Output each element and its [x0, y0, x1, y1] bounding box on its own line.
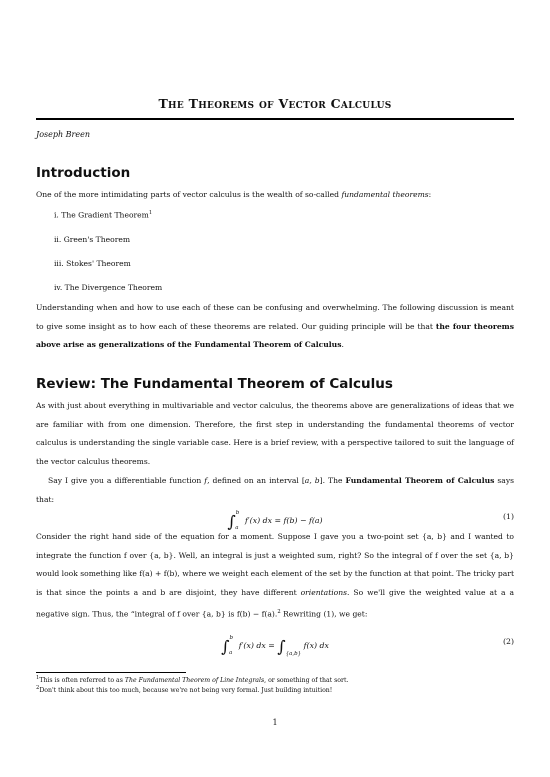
review-paragraph-2: Say I give you a differentiable function f, defined on an interval [a, b]. The Fundamental Theorem of Calculus says that:	[36, 476, 515, 504]
list-item: iv. The Divergence Theorem	[54, 283, 163, 292]
equation-2	[36, 630, 514, 656]
set-limit: {a,b}	[285, 651, 302, 657]
section-heading-introduction: Introduction	[36, 165, 131, 181]
footnote-1: $^1$This is often referred to as The Fundamental Theorem of Line Integrals, or something of that sort.	[36, 675, 349, 685]
footnote-2: $^2$Don't think about this too much, because we're not being very formal. Just building intuition!	[36, 685, 333, 695]
equation-2-right: f(x) dx	[303, 641, 329, 650]
footnote-rule	[36, 672, 186, 673]
equation-2-number: (2)	[502, 637, 514, 646]
intro-paragraph: Understanding when and how to use each of these can be confusing and overwhelming. The following discussion is meant to give some insight as to how each of these theorems are related. Our guiding principle will be that the four theorems above arise as generalizations of the Fundamental Theorem of Calculus.	[36, 303, 514, 350]
equation-1-number: (1)	[502, 512, 514, 521]
integral-sign: ∫	[277, 637, 286, 656]
review-paragraph-1: As with just about everything in multivariable and vector calculus, the theorems above are generalizations of ideas that we are familiar with from one dimension. Therefore, the first step in understanding the fundamental theorems of vector calculus is understanding the single variable case. Here is a brief review, with a perspective tailored to suit the language of the vector calculus theorems.	[36, 401, 514, 467]
list-item: ii. Green's Theorem	[54, 235, 131, 244]
list-item: iii. Stokes' Theorem	[54, 259, 131, 268]
integral-sign: ∫	[227, 512, 236, 531]
equation-1-body: f′(x) dx = f(b) − f(a)	[245, 516, 323, 525]
review-paragraph-3: Consider the right hand side of the equation for a moment. Suppose I gave you a two-point set {a, b} and I wanted to integrate the function f over {a, b}. Well, an integral is just a weighted sum, right? So the integral of f over the set {a, b} would look something like f(a) + f(b), where we weight each element of the set by the function at that point. The tricky part is that since the points a and b are disjoint, they have different orientations. So we'll give the weighted value at a a negative sign. Thus, the “integral of f over {a, b} is f(b) − f(a).$^2$ Rewriting (1), we get:	[36, 532, 514, 619]
page-number: 1	[272, 718, 278, 727]
list-item: i. The Gradient Theorem$^1$	[54, 210, 153, 220]
lower-limit: a	[235, 525, 239, 531]
upper-limit: b	[229, 635, 233, 641]
author-name: Joseph Breen	[36, 130, 91, 139]
section-heading-review: Review: The Fundamental Theorem of Calculus	[36, 376, 393, 392]
integral-sign: ∫	[221, 637, 230, 656]
upper-limit: b	[235, 510, 240, 516]
title-rule	[36, 118, 514, 120]
document-title: The Theorems of Vector Calculus	[158, 96, 392, 111]
equation-2-left: f′(x) dx =	[238, 641, 275, 650]
intro-lead: One of the more intimidating parts of vector calculus is the wealth of so-called fundamental theorems:	[36, 190, 432, 199]
lower-limit: a	[229, 650, 233, 656]
